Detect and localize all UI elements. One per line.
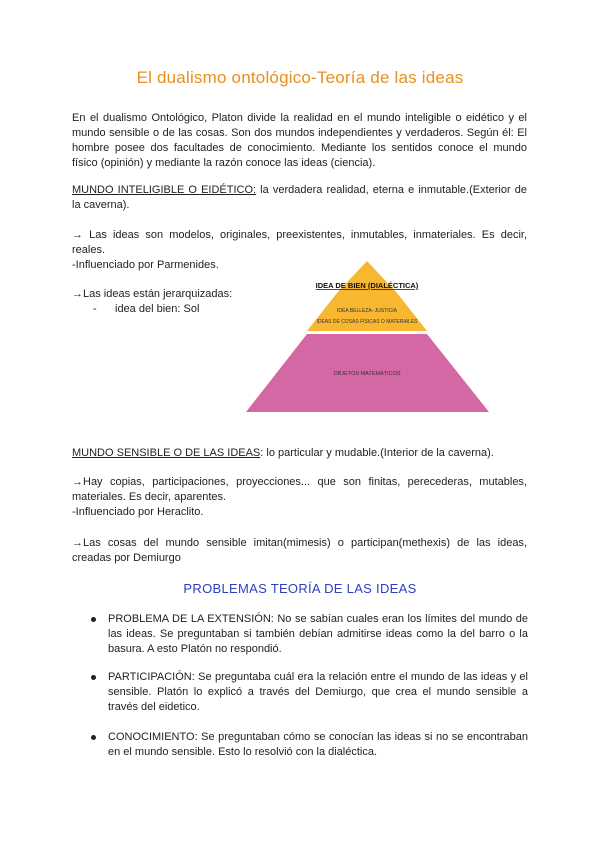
page-title: El dualismo ontológico-Teoría de las ideas: [136, 68, 464, 87]
pyramid-level2a-label: IDEA BELLEZA- JUSTICIA: [336, 308, 398, 314]
heraclito-line: -Influenciado por Heraclito.: [72, 506, 204, 518]
hierarchy-list: [93, 302, 199, 317]
inteligible-heading: MUNDO INTELIGIBLE O EIDÉTICO:: [72, 184, 257, 196]
pyramid-top-label: IDEA DE BIEN (DIALÉCTICA): [315, 281, 419, 290]
ideas-pyramid-diagram: [245, 255, 490, 415]
problem-participation: PARTICIPACIÓN: Se preguntaba cuál era la relación entre el mundo de las ideas y el sensible. Platón lo explicó a través del Demiurgo, que crea el mundo sensible a través del eidetico.: [108, 670, 528, 715]
intro-paragraph: En el dualismo Ontológico, Platon divide la realidad en el mundo inteligible o eidético y el mundo sensible o de las cosas. Son dos mundos independientes y verdaderos. Según él: El hombre posee dos facultades de conocimiento. Mediante los sentidos conoce el mundo físico (opinión) y mediante la razón conoce las ideas (ciencia).: [72, 112, 527, 169]
list-dash: -: [93, 303, 97, 315]
parmenides-line: -Influenciado por Parmenides.: [72, 259, 219, 271]
problem-extension: PROBLEMA DE LA EXTENSIÓN: No se sabían cuales eran los límites del mundo de las ideas. Se preguntaban si también debían admitirse ideas como la del barro o la basura. A esto Platón no respondió.: [108, 612, 528, 657]
hierarchy-line: →Las ideas están jerarquizadas:: [72, 288, 233, 300]
sensible-paragraph: [72, 446, 527, 461]
problems-title: PROBLEMAS TEORÍA DE LAS IDEAS: [183, 581, 417, 596]
sensible-heading: MUNDO SENSIBLE O DE LAS IDEAS: [72, 447, 261, 459]
sensible-text: : lo particular y mudable.(Interior de la caverna).: [260, 447, 494, 459]
imitation-paragraph: →Las cosas del mundo sensible imitan(mimesis) o participan(methexis) de las ideas, creadas por Demiurgo: [72, 537, 527, 564]
inteligible-text: la verdadera realidad, eterna e inmutable.(Exterior de la caverna).: [72, 184, 527, 211]
pyramid-level2b-label: IDEAS DE COSAS FÍSICAS O MATERIALES: [316, 319, 418, 325]
inteligible-paragraph: [72, 183, 527, 213]
bullet-icon: [91, 617, 96, 622]
ideas-paragraph: → Las ideas son modelos, originales, preexistentes, inmutables, inmateriales. Es decir, reales.: [72, 229, 527, 256]
problem-knowledge: CONOCIMIENTO: Se preguntaban cómo se conocían las ideas si no se encontraban en el mundo sensible. Esto lo resolvió con la dialéctica.: [108, 730, 528, 760]
copies-paragraph: →Hay copias, participaciones, proyecciones... que son finitas, perecederas, mutables, materiales. Es decir, aparentes.: [72, 476, 527, 503]
bullet-icon: [91, 675, 96, 680]
list-item: idea del bien: Sol: [115, 303, 200, 315]
bullet-icon: [91, 735, 96, 740]
pyramid-base-label: OBJETOS MATEMÁTICOS: [333, 371, 401, 377]
